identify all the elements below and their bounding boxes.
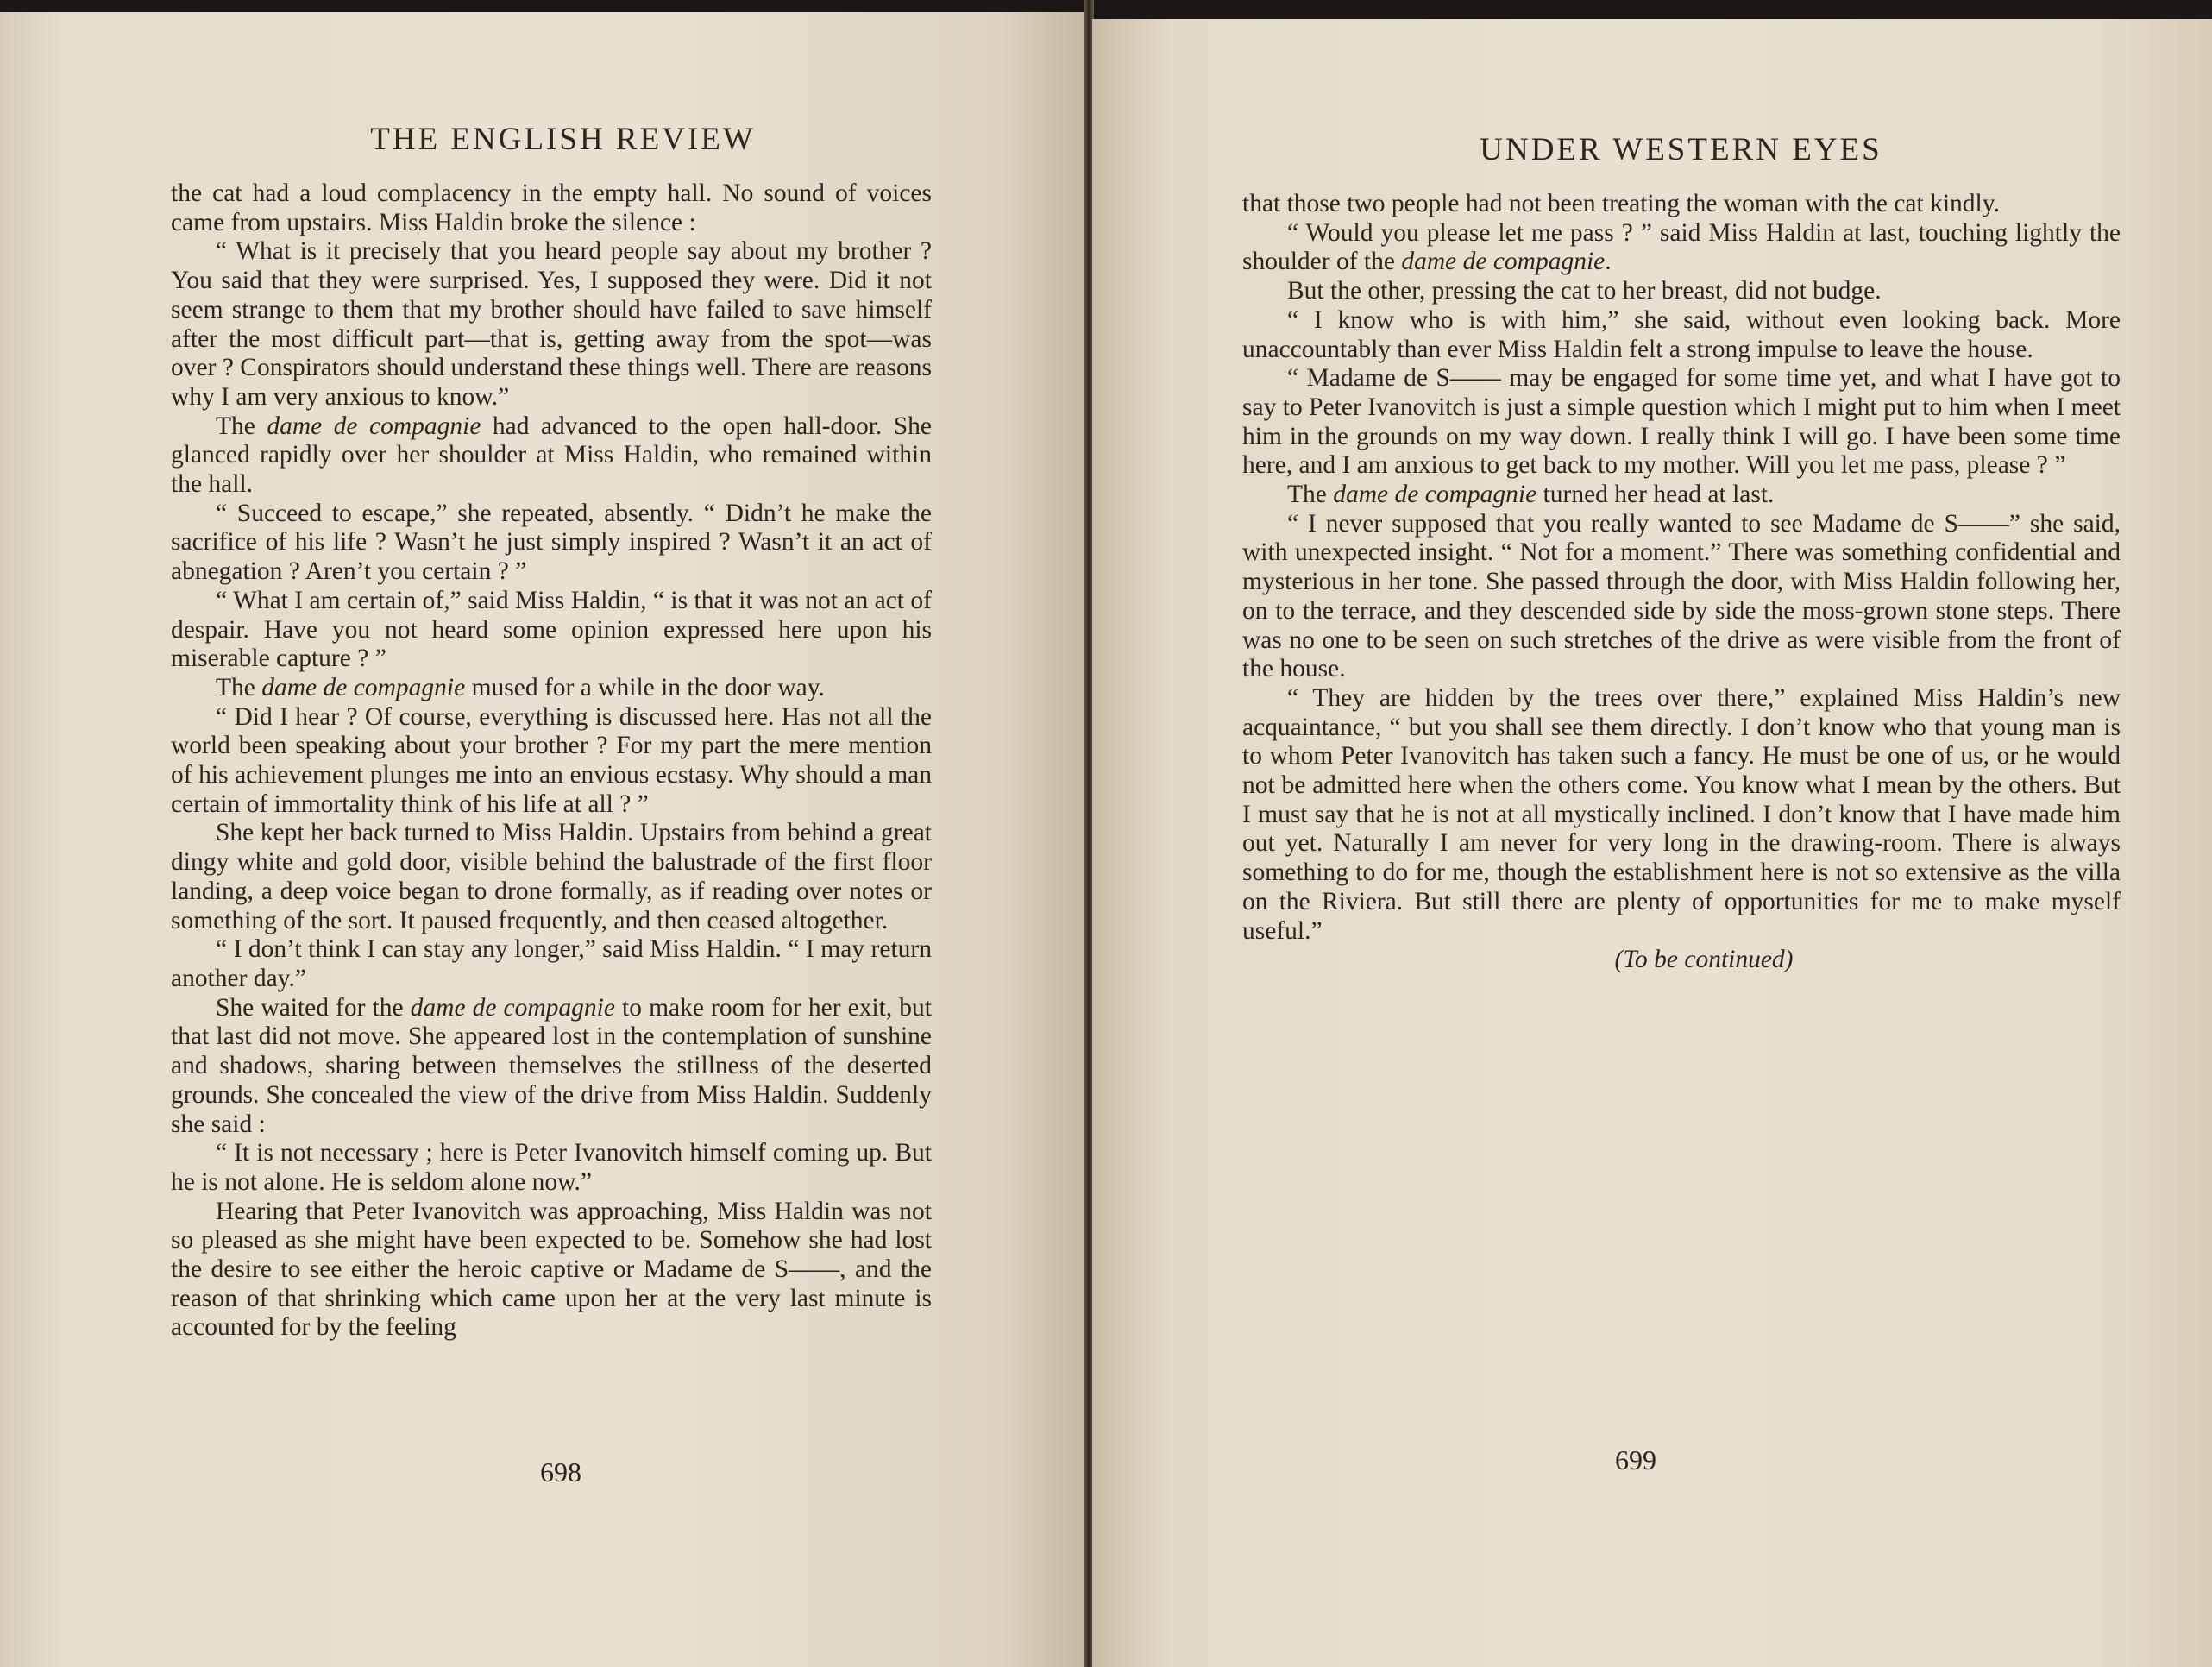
paragraph: “ Succeed to escape,” she repeated, absently. “ Didn’t he make the sacrifice of his life ? Wasn’t he just simply inspired ? Wasn’t it an act of abnegation ? Aren’t you certain ? ” <box>171 499 932 586</box>
paragraph: that those two people had not been treating the woman with the cat kindly. <box>1242 190 2000 217</box>
page-number: 698 <box>540 1456 581 1488</box>
paragraph: The dame de compagnie had advanced to the open hall-door. She glanced rapidly over her shoulder at Miss Haldin, who remained within the hall. <box>171 412 932 499</box>
paragraph: The dame de compagnie turned her head at last. <box>1287 481 1775 509</box>
paragraph: Hearing that Peter Ivanovitch was approaching, Miss Haldin was not so pleased as she might have been expected to be. Somehow she had lost the desire to see either the heroic captive or Madame de S——, and the reason of that shrinking which came upon her at the very last minute is accounted for by the feeling <box>171 1197 932 1342</box>
page-body <box>1242 190 2121 975</box>
paragraph: “ They are hidden by the trees over there,” explained Miss Haldin’s new acquaintance, “ but you shall see them directly. I don’t know who that young man is to whom Peter Ivanovitch has taken such a fancy. He must be one of us, or he would not be admitted here when the others come. You know what I mean by the others. But I must say that he is not at all mystically inclined. I don’t know that I have made him out yet. Naturally I am never for very long in the drawing-room. There is always something to do for me, though the establishment here is not so extensive as the villa on the Riviera. But still there are plenty of opportunities for me to make myself useful.” <box>1242 683 2121 945</box>
paragraph: “ It is not necessary ; here is Peter Ivanovitch himself coming up. But he is not alone. He is seldom alone now.” <box>171 1139 932 1196</box>
paragraph: “ I know who is with him,” she said, without even looking back. More unaccountably than ever Miss Haldin felt a strong impulse to leave the house. <box>1242 305 2121 363</box>
to-be-continued-note: (To be continued) <box>1614 946 1794 974</box>
paragraph: “ Would you please let me pass ? ” said Miss Haldin at last, touching lightly the shoulder of the dame de compagnie. <box>1242 218 2121 276</box>
page-number: 699 <box>1615 1444 1656 1475</box>
paragraph: “ What I am certain of,” said Miss Haldin, “ is that it was not an act of despair. Have you not heard some opinion expressed here upon his miserable capture ? ” <box>171 586 932 673</box>
running-head: UNDER WESTERN EYES <box>1480 132 1882 167</box>
left-page <box>0 12 1085 1667</box>
paragraph: “ I never supposed that you really wanted to see Madame de S——” she said, with unexpected insight. “ Not for a moment.” There was something confidential and mysterious in her tone. She passed through the door, with Miss Haldin following her, on to the terrace, and they descended side by side the moss-grown stone steps. There was no one to be seen on such stretches of the drive as were visible from the front of the house. <box>1242 509 2121 683</box>
paragraph: She kept her back turned to Miss Haldin. Upstairs from behind a great dingy white and gold door, visible behind the balustrade of the first floor landing, a deep voice began to drone formally, as if reading over notes or something of the sort. It paused frequently, and then ceased altogether. <box>171 819 932 934</box>
paragraph: But the other, pressing the cat to her breast, did not budge. <box>1287 277 1882 305</box>
paragraph: The dame de compagnie mused for a while in the door way. <box>216 673 825 701</box>
paragraph: She waited for the dame de compagnie to make room for her exit, but that last did not move. She appeared lost in the contemplation of sunshine and shadows, sharing between themselves the stillness of the deserted grounds. She concealed the view of the drive from Miss Haldin. Suddenly she said : <box>171 993 932 1138</box>
paragraph: “ Madame de S—— may be engaged for some time yet, and what I have got to say to Peter Ivanovitch is just a simple question which I might put to him when I meet him in the grounds on my way down. I really think I will go. I have been some time here, and I am anxious to get back to my mother. Will you let me pass, please ? ” <box>1242 364 2121 480</box>
running-head: THE ENGLISH REVIEW <box>370 122 756 157</box>
page-body <box>171 179 932 1343</box>
right-page <box>1092 19 2212 1667</box>
paragraph: “ I don’t think I can stay any longer,” said Miss Haldin. “ I may return another day.” <box>171 935 932 992</box>
paragraph: the cat had a loud complacency in the empty hall. No sound of voices came from upstairs. Miss Haldin broke the silence : <box>171 179 932 236</box>
paragraph: “ What is it precisely that you heard people say about my brother ? You said that they were surprised. Yes, I supposed they were. Did it not seem strange to them that my brother should have failed to save himself after the most difficult part—that is, getting away from the spot—was over ? Conspirators should understand these things well. There are reasons why I am very anxious to know.” <box>171 237 932 411</box>
paragraph: “ Did I hear ? Of course, everything is discussed here. Has not all the world been speaking about your brother ? For my part the mere mention of his achievement plunges me into an envious ecstasy. Why should a man certain of immortality think of his life at all ? ” <box>171 702 932 818</box>
